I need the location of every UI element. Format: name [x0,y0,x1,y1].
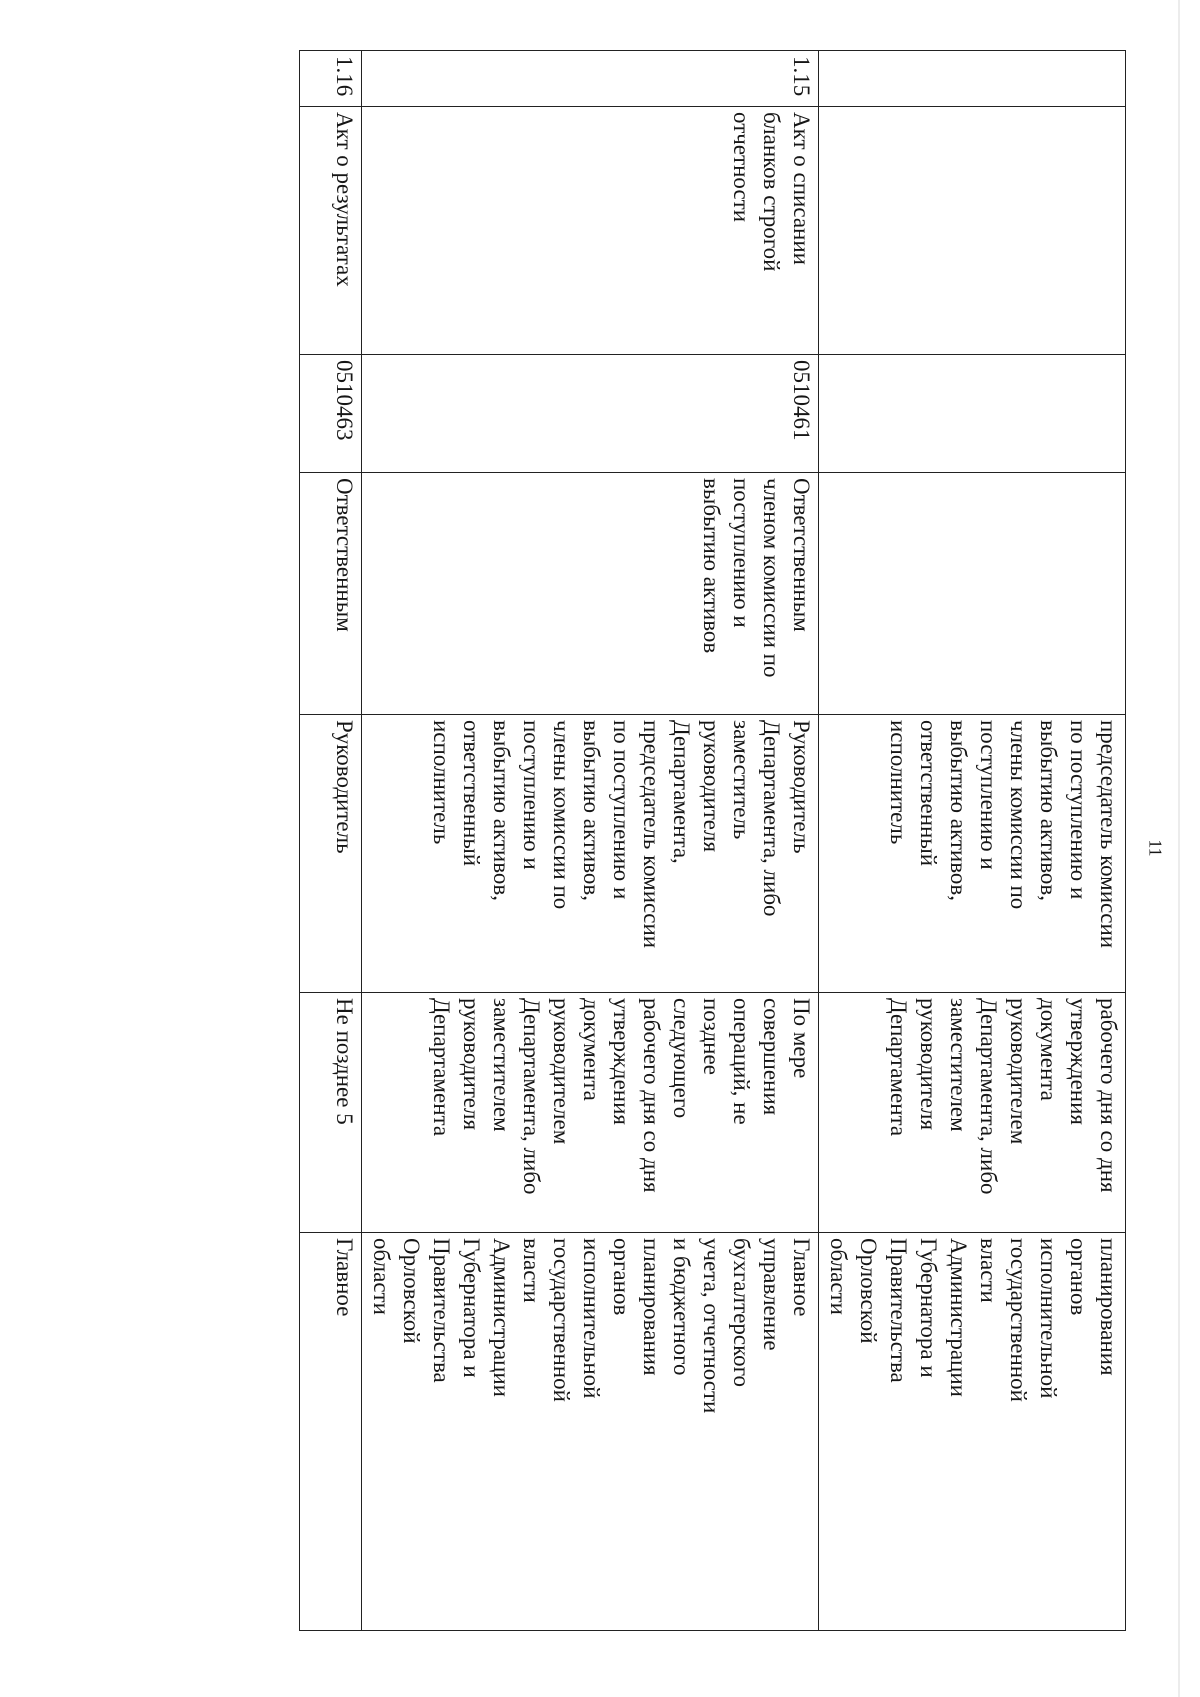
document-table [299,50,1126,1631]
deadline-cell: рабочего дня со дня утверждения документа руководителем Департамента, либо заместителем руководителя Департамента [819,993,1126,1233]
deadline-cell: По мере совершения операций, не позднее следующего рабочего дня со дня утверждения документа руководителем Департамента, либо заместителем руководителя Департамента [362,993,819,1233]
drawn-up-by-cell: Ответственным [300,473,362,715]
signed-by-cell: Руководитель [300,715,362,993]
document-table-rotated [86,50,1126,1630]
signed-by-cell: председатель комиссии по поступлению и выбытию активов, члены комиссии по поступлению и выбытию активов, ответственный исполнитель [819,715,1126,993]
recipient-cell: планирования органов исполнительной государственной власти Администрации Губернатора и Правительства Орловской области [819,1233,1126,1631]
document-name-cell: Акт о результатах [300,107,362,355]
deadline-cell: Не позднее 5 [300,993,362,1233]
row-number-cell: 1.15 [362,51,819,107]
table-row [362,51,819,1631]
row-number-cell: 1.16 [300,51,362,107]
page-number: 11 [1145,839,1166,857]
document-name-cell [819,107,1126,355]
recipient-cell: Главное управление бухгалтерского учета, отчетности и бюджетного планирования органов исполнительной государственной власти Администрации Губернатора и Правительства Орловской области [362,1233,819,1631]
scan-edge-line [1178,0,1180,1697]
row-number-cell [819,51,1126,107]
form-code-cell: 0510461 [362,355,819,473]
document-name-cell: Акт о списании бланков строгой отчетности [362,107,819,355]
signed-by-cell: Руководитель Департамента, либо заместитель руководителя Департамента, председатель комиссии по поступлению и выбытию активов, члены комиссии по поступлению и выбытию активов, ответственный исполнитель [362,715,819,993]
table-row [819,51,1126,1631]
form-code-cell [819,355,1126,473]
drawn-up-by-cell [819,473,1126,715]
recipient-cell: Главное [300,1233,362,1631]
form-code-cell: 0510463 [300,355,362,473]
table-row [300,51,362,1631]
drawn-up-by-cell: Ответственным членом комиссии по поступлению и выбытию активов [362,473,819,715]
